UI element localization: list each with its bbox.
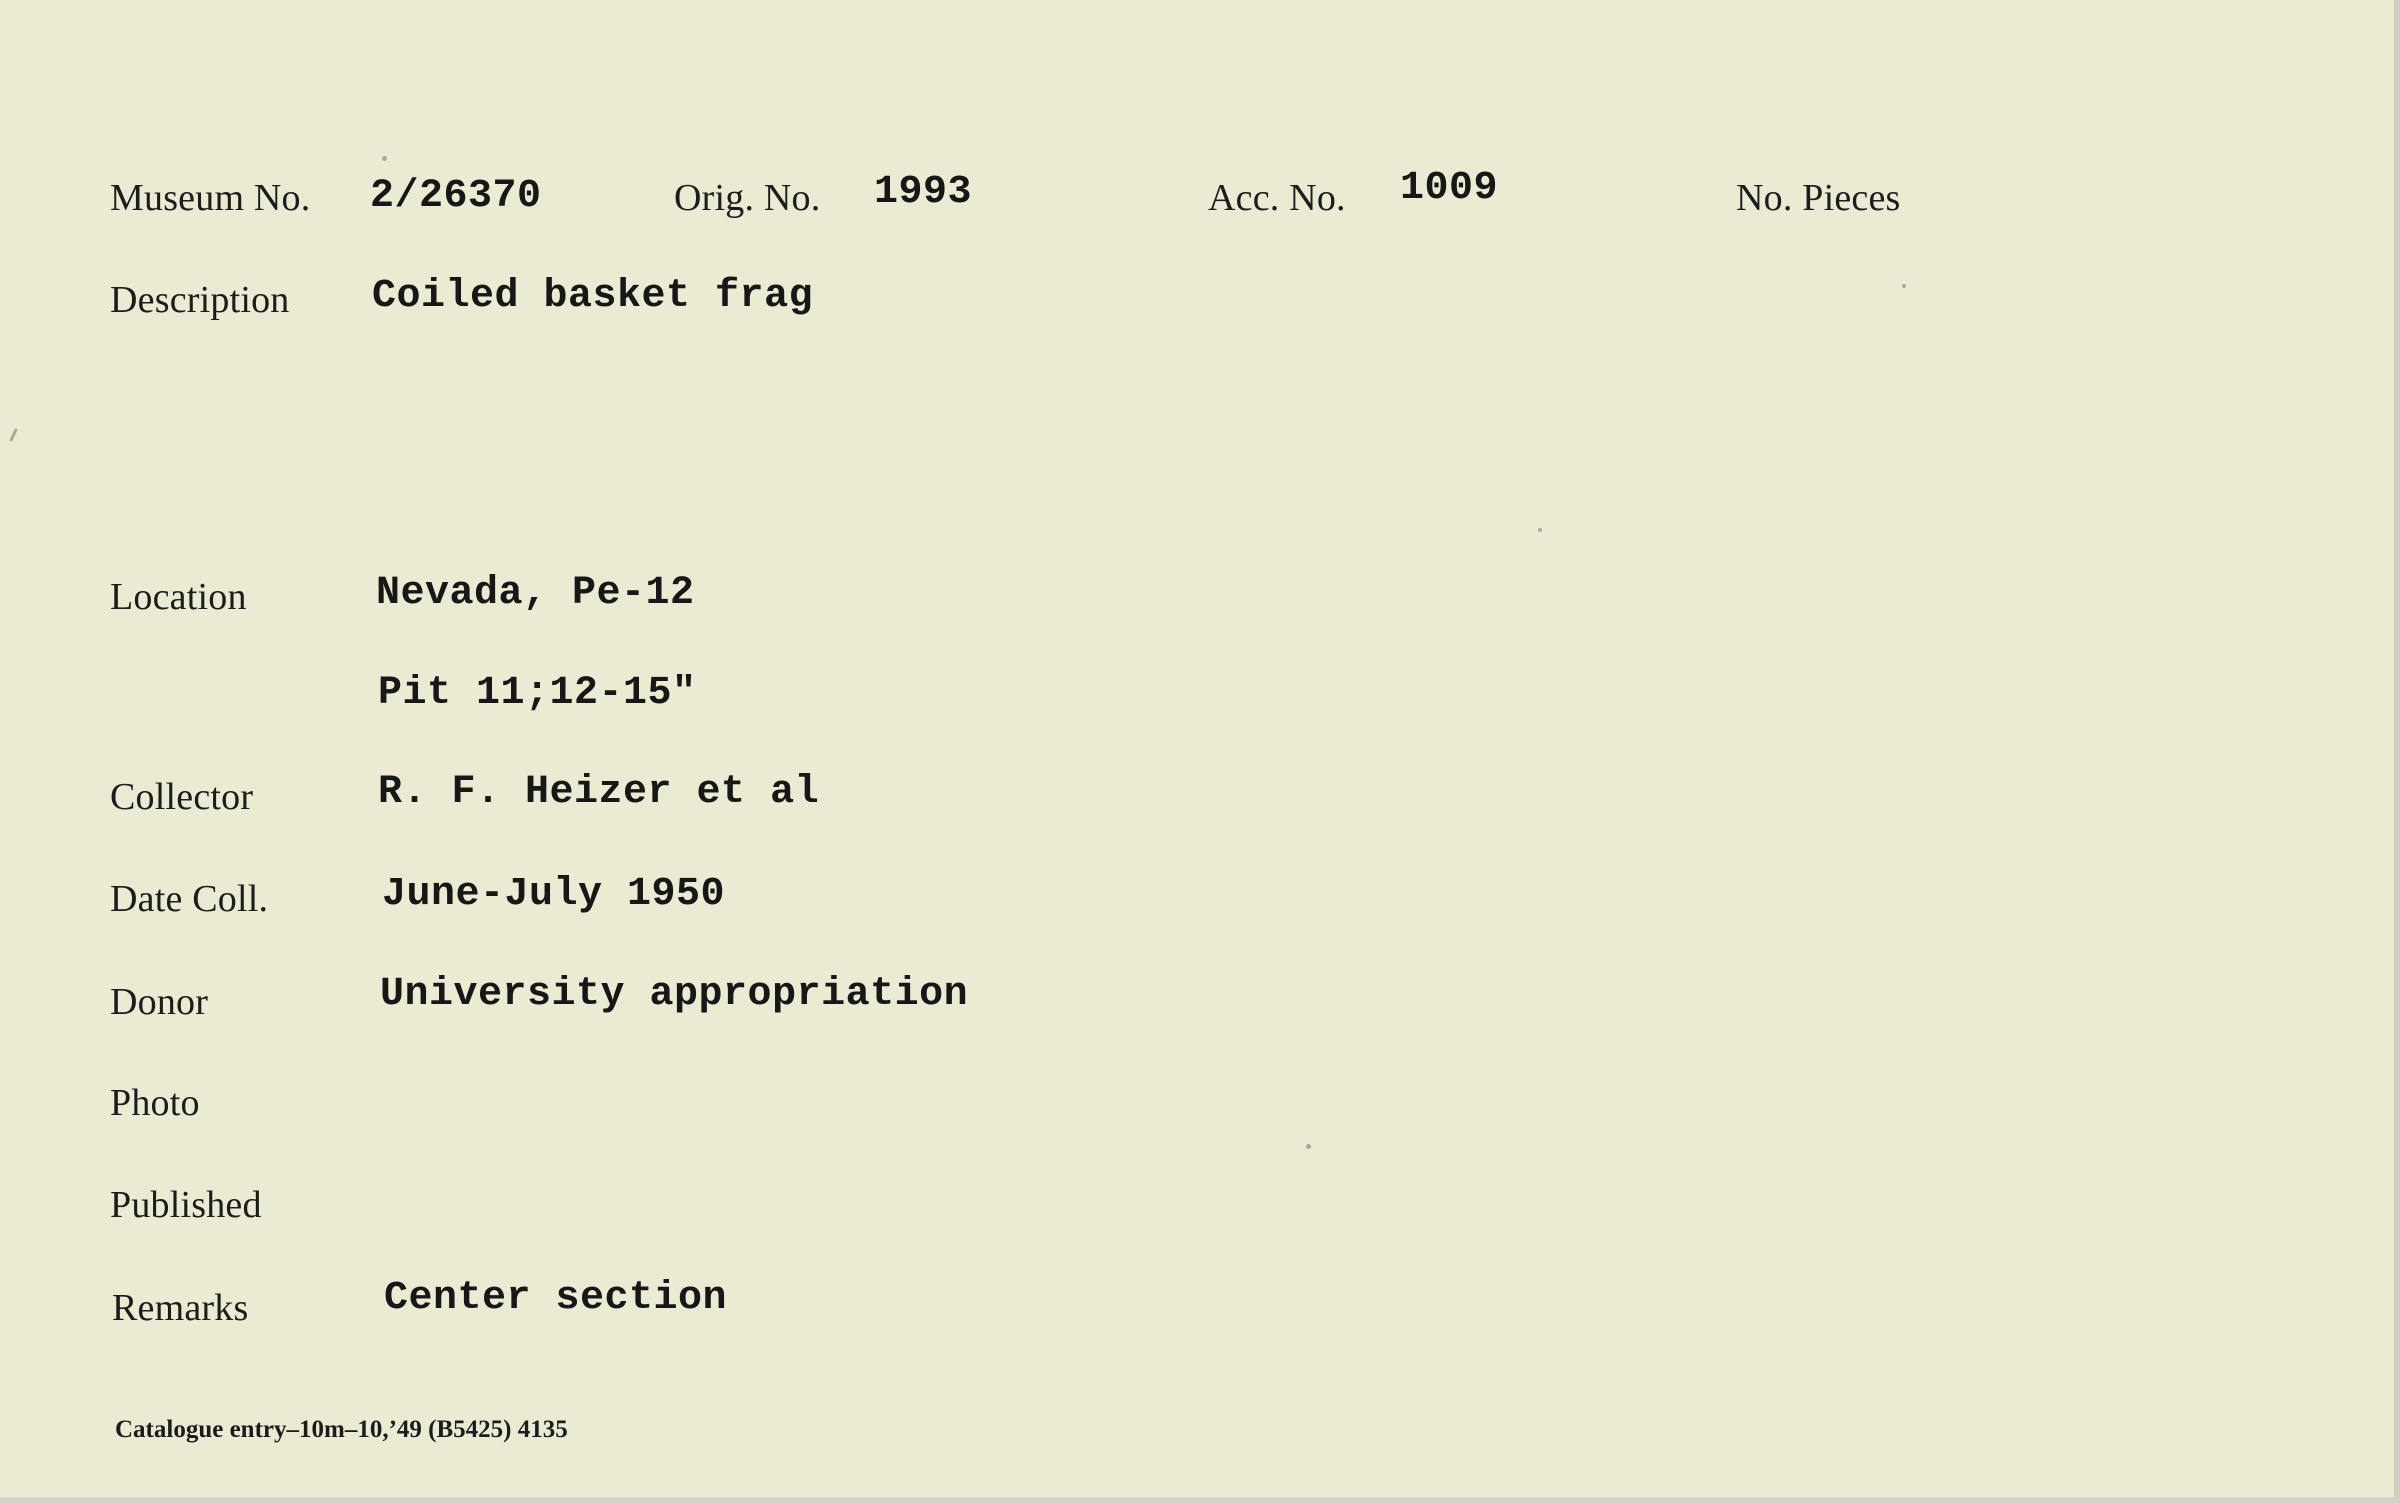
location-label: Location xyxy=(110,576,247,618)
location-line-1: Nevada, Pe-12 xyxy=(376,571,695,616)
acc-no-value: 1009 xyxy=(1400,166,1499,211)
date-coll-value: June-July 1950 xyxy=(382,872,726,917)
donor-label: Donor xyxy=(110,981,209,1023)
no-pieces-label: No. Pieces xyxy=(1736,177,1901,219)
catalogue-footer: Catalogue entry–10m–10,’49 (B5425) 4135 xyxy=(115,1416,568,1443)
location-line-2: Pit 11;12-15" xyxy=(378,671,697,716)
acc-no-label: Acc. No. xyxy=(1208,177,1346,219)
paper-speck xyxy=(9,428,18,442)
description-label: Description xyxy=(110,279,290,321)
remarks-value: Center section xyxy=(384,1276,728,1321)
description-value: Coiled basket frag xyxy=(372,274,814,319)
paper-speck xyxy=(1902,284,1906,288)
museum-no-label: Museum No. xyxy=(110,177,311,219)
paper-speck xyxy=(1306,1144,1311,1149)
remarks-label: Remarks xyxy=(112,1287,249,1329)
photo-label: Photo xyxy=(110,1082,200,1124)
museum-no-value: 2/26370 xyxy=(370,174,542,219)
published-label: Published xyxy=(110,1184,262,1226)
date-coll-label: Date Coll. xyxy=(110,878,269,920)
paper-speck xyxy=(382,156,387,161)
orig-no-value: 1993 xyxy=(874,170,973,215)
collector-label: Collector xyxy=(110,776,254,818)
donor-value: University appropriation xyxy=(380,972,969,1017)
paper-speck xyxy=(1538,528,1542,532)
collector-value: R. F. Heizer et al xyxy=(378,770,820,815)
orig-no-label: Orig. No. xyxy=(674,177,821,219)
